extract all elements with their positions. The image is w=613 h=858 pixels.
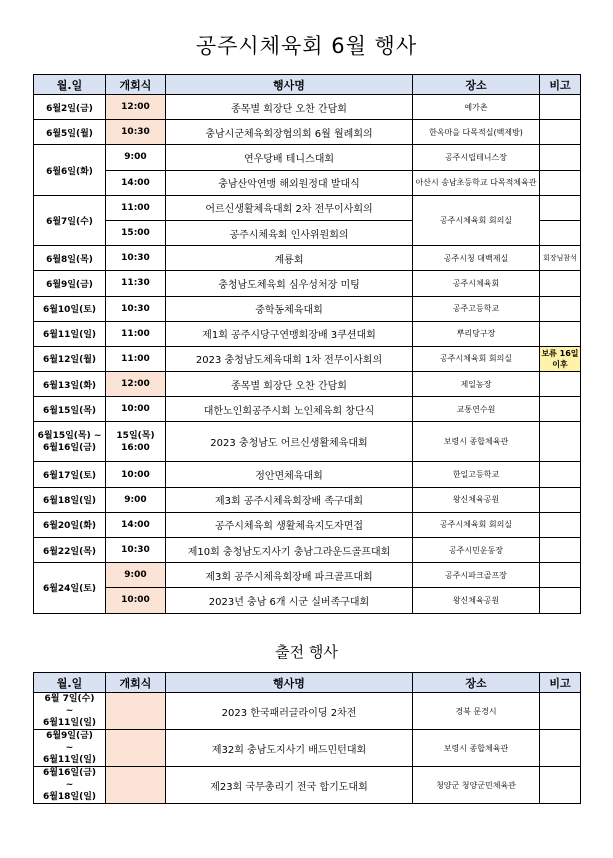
place-cell: 한일고등학교 xyxy=(413,462,540,487)
note-cell: 회장님참석 xyxy=(540,246,581,271)
note-cell xyxy=(540,397,581,422)
header-row xyxy=(34,75,581,95)
date-cell: 6월10일(토) xyxy=(34,296,106,321)
event-name-cell: 대한노인회공주시회 노인체육회 창단식 xyxy=(166,397,413,422)
time-cell: 10:00 xyxy=(106,588,166,613)
date-range-cell xyxy=(34,730,106,767)
time-cell: 11:00 xyxy=(106,321,166,346)
note-cell xyxy=(540,170,581,195)
date-tilde: ~ xyxy=(65,743,74,753)
section-title-outbound: 출전 행사 xyxy=(275,643,338,661)
place-cell: 제일농장 xyxy=(413,372,540,397)
note-cell xyxy=(540,271,581,296)
place-cell: 아산시 송남초등학교 다목적체육관 xyxy=(413,170,540,195)
note-cell xyxy=(540,422,581,462)
header-event: 행사명 xyxy=(166,75,413,95)
event-name-cell: 제10회 충청남도지사기 충남그라운드골프대회 xyxy=(166,538,413,563)
table-row xyxy=(34,422,581,462)
event-name-cell: 계룡회 xyxy=(166,246,413,271)
date-from: 6월9일(금) xyxy=(46,731,93,741)
time-cell: 10:30 xyxy=(106,296,166,321)
time-cell xyxy=(106,767,166,804)
table-row xyxy=(34,462,581,487)
note-cell xyxy=(540,512,581,537)
event-name-cell: 종목별 회장단 오찬 간담회 xyxy=(166,372,413,397)
time-cell: 11:30 xyxy=(106,271,166,296)
date-cell: 6월5일(월) xyxy=(34,120,106,145)
note-cell xyxy=(540,372,581,397)
date-to: 6월18일(일) xyxy=(42,792,97,802)
event-name-cell: 종목별 회장단 오찬 간담회 xyxy=(166,95,413,120)
place-cell: 뿌리당구장 xyxy=(413,321,540,346)
place-cell: 공주시체육회 회의실 xyxy=(413,195,540,245)
date-cell: 6월24일(토) xyxy=(34,563,106,613)
page-title: 공주시체육회 6월 행사 xyxy=(195,34,418,58)
event-name-cell: 어르신생활체육대회 2차 전무이사회의 xyxy=(166,195,413,220)
place-cell: 경북 문경시 xyxy=(413,693,540,730)
event-name-cell: 제3회 공주시체육회장배 족구대회 xyxy=(166,487,413,512)
date-cell: 6월6일(화) xyxy=(34,145,106,195)
note-cell xyxy=(540,321,581,346)
place-cell: 예가촌 xyxy=(413,95,540,120)
place-cell: 공주시체육회 xyxy=(413,271,540,296)
place-cell: 공주시청 대백제실 xyxy=(413,246,540,271)
place-cell: 공주시파크골프장 xyxy=(413,563,540,588)
place-cell: 왕신체육공원 xyxy=(413,487,540,512)
table-row xyxy=(34,321,581,346)
event-name-cell: 정안면체육대회 xyxy=(166,462,413,487)
header-place: 장소 xyxy=(413,75,540,95)
time-cell: 14:00 xyxy=(106,512,166,537)
note-cell xyxy=(540,296,581,321)
time-cell: 9:00 xyxy=(106,145,166,170)
date-cell: 6월22일(목) xyxy=(34,538,106,563)
time-cell: 11:00 xyxy=(106,346,166,371)
table-row xyxy=(34,487,581,512)
table-row xyxy=(34,767,581,804)
date-cell: 6월9일(금) xyxy=(34,271,106,296)
header-date: 월.일 xyxy=(34,75,106,95)
place-cell: 공주시립테니스장 xyxy=(413,145,540,170)
table-row xyxy=(34,693,581,730)
time-cell: 11:00 xyxy=(106,195,166,220)
note-cell xyxy=(540,220,581,245)
place-cell: 교통연수원 xyxy=(413,397,540,422)
date-cell: 6월20일(화) xyxy=(34,512,106,537)
time-cell: 10:00 xyxy=(106,397,166,422)
date-cell: 6월15일(목) xyxy=(34,397,106,422)
time-cell: 12:00 xyxy=(106,95,166,120)
table-row xyxy=(34,372,581,397)
place-cell: 보령시 종합체육관 xyxy=(413,422,540,462)
event-name-cell: 공주시체육회 생활체육지도자면접 xyxy=(166,512,413,537)
table-row xyxy=(34,246,581,271)
event-name-cell: 공주시체육회 인사위원회의 xyxy=(166,220,413,245)
note-cell xyxy=(540,462,581,487)
event-name-cell: 2023 충청남도체육대회 1차 전무이사회의 xyxy=(166,346,413,371)
header-note: 비고 xyxy=(540,673,581,693)
note-cell xyxy=(540,95,581,120)
note-cell xyxy=(540,730,581,767)
note-cell xyxy=(540,563,581,588)
event-name-cell: 제3회 공주시체육회장배 파크골프대회 xyxy=(166,563,413,588)
date-range-cell xyxy=(34,693,106,730)
date-cell: 6월13일(화) xyxy=(34,372,106,397)
event-name-cell: 연우당배 테니스대회 xyxy=(166,145,413,170)
time-cell: 9:00 xyxy=(106,487,166,512)
event-name-cell: 2023 충청남도 어르신생활체육대회 xyxy=(166,422,413,462)
event-name-cell: 충청남도체육회 심우성처장 미팅 xyxy=(166,271,413,296)
table-row xyxy=(34,95,581,120)
event-table xyxy=(33,74,581,614)
date-tilde: ~ xyxy=(65,780,74,790)
time-cell: 10:30 xyxy=(106,538,166,563)
note-cell: 보류 16일 이후 xyxy=(540,346,581,371)
date-to: 6월11일(일) xyxy=(42,755,97,765)
date-cell: 6월18일(일) xyxy=(34,487,106,512)
place-cell: 공주시민운동장 xyxy=(413,538,540,563)
place-cell: 왕신체육공원 xyxy=(413,588,540,613)
event-name-cell: 중학동체육대회 xyxy=(166,296,413,321)
date-cell: 6월12일(월) xyxy=(34,346,106,371)
place-cell: 보령시 종합체육관 xyxy=(413,730,540,767)
table-row xyxy=(34,120,581,145)
header-time: 개회식 xyxy=(106,673,166,693)
event-name-cell: 2023 한국패러글라이딩 2차전 xyxy=(166,693,413,730)
note-cell xyxy=(540,693,581,730)
time-cell: 10:30 xyxy=(106,246,166,271)
date-cell: 6월8일(목) xyxy=(34,246,106,271)
table-row xyxy=(34,195,581,220)
date-range-cell xyxy=(34,767,106,804)
place-cell: 공주시체육회 회의실 xyxy=(413,512,540,537)
table-row xyxy=(34,145,581,170)
note-cell xyxy=(540,145,581,170)
event-name-cell: 2023년 충남 6개 시군 실버족구대회 xyxy=(166,588,413,613)
time-cell: 9:00 xyxy=(106,563,166,588)
place-cell: 공주시체육회 회의실 xyxy=(413,346,540,371)
time-cell: 15일(목) 16:00 xyxy=(106,422,166,462)
time-cell: 12:00 xyxy=(106,372,166,397)
header-note: 비고 xyxy=(540,75,581,95)
note-cell xyxy=(540,487,581,512)
time-cell xyxy=(106,730,166,767)
note-cell xyxy=(540,588,581,613)
note-cell xyxy=(540,538,581,563)
header-time: 개회식 xyxy=(106,75,166,95)
header-place: 장소 xyxy=(413,673,540,693)
note-cell xyxy=(540,767,581,804)
header-row xyxy=(34,673,581,693)
table-row xyxy=(34,346,581,371)
date-cell: 6월11일(일) xyxy=(34,321,106,346)
table-row xyxy=(34,730,581,767)
place-cell: 청양군 청양군민체육관 xyxy=(413,767,540,804)
place-cell: 공주고등학교 xyxy=(413,296,540,321)
note-cell xyxy=(540,120,581,145)
outbound-event-table xyxy=(33,672,581,804)
table-row xyxy=(34,588,581,613)
note-cell xyxy=(540,195,581,220)
header-event: 행사명 xyxy=(166,673,413,693)
time-cell: 10:00 xyxy=(106,462,166,487)
time-cell xyxy=(106,693,166,730)
table-row xyxy=(34,271,581,296)
table-row xyxy=(34,170,581,195)
place-cell: 한옥마을 다목적실(백제방) xyxy=(413,120,540,145)
table-row xyxy=(34,563,581,588)
event-name-cell: 제1회 공주시당구연맹회장배 3쿠션대회 xyxy=(166,321,413,346)
time-cell: 14:00 xyxy=(106,170,166,195)
table-row xyxy=(34,397,581,422)
date-cell: 6월7일(수) xyxy=(34,195,106,245)
date-from: 6월 7일(수) xyxy=(44,694,95,704)
date-cell: 6월17일(토) xyxy=(34,462,106,487)
table-row xyxy=(34,296,581,321)
date-tilde: ~ xyxy=(65,706,74,716)
date-to: 6월11일(일) xyxy=(42,718,97,728)
date-cell: 6월2일(금) xyxy=(34,95,106,120)
time-cell: 15:00 xyxy=(106,220,166,245)
date-from: 6월16일(금) xyxy=(42,768,97,778)
event-name-cell: 제32회 충남도지사기 배드민턴대회 xyxy=(166,730,413,767)
event-name-cell: 제23회 국무총리기 전국 합기도대회 xyxy=(166,767,413,804)
table-row xyxy=(34,538,581,563)
date-cell: 6월15일(목) ~ 6월16일(금) xyxy=(34,422,106,462)
time-cell: 10:30 xyxy=(106,120,166,145)
event-name-cell: 충남시군체육회장협의회 6월 월례회의 xyxy=(166,120,413,145)
event-name-cell: 충남산악연맹 해외원정대 발대식 xyxy=(166,170,413,195)
header-date: 월.일 xyxy=(34,673,106,693)
table-row xyxy=(34,512,581,537)
